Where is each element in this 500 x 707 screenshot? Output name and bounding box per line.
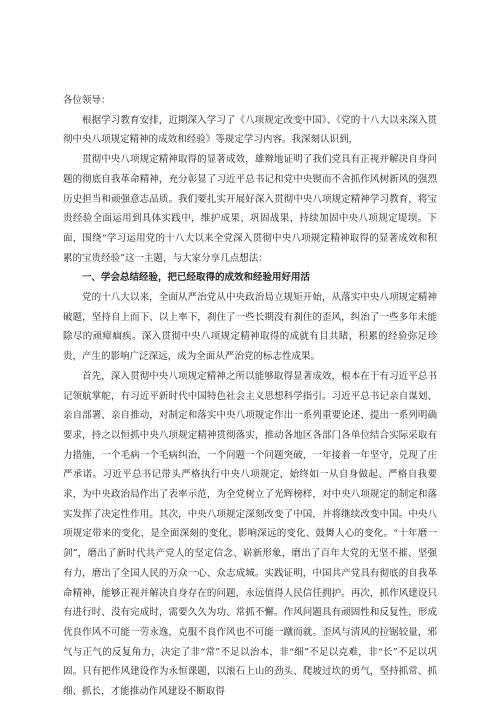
section-1-paragraph-1: 党的十八大以来，全面从严治党从中央政治局立规矩开始，从落实中央八项规定精神破题，坚持自上而下、以上率下，刹住了一些长期没有刹住的歪风，纠治了一些多年未能除尽的顽瘴痼疾。深入贯彻中央八项规定精神取得的成就有目共睹，积累的经验弥足珍贵，产生的影响广泛深远，成为全面从严治党的标志性成果。 — [63, 292, 437, 363]
intro-paragraph-1: 根据学习教育安排，近期深入学习了《八项规定改变中国》、《党的十八大以来深入贯彻中央八项规定精神的成效和经验》等规定学习内容。我深刻认识到， — [63, 114, 437, 146]
section-heading-1: 一、学会总结经验，把已经取得的成效和经验用好用活 — [82, 272, 311, 284]
section-1-paragraph-2: 首先，深入贯彻中央八项规定精神之所以能够取得显著成效，根本在于有习近平总书记领航掌舵，有习近平新时代中国特色社会主义思想科学指引。习近平总书记亲自谋划、亲自部署、亲自推动，对制定和落实中央八项规定作出一系列重要论述、提出一系列明确要求，持之以恒抓中央八项规定精神贯彻落实，推动各地区各部门各单位结合实际采取有力措施，一个毛病一个毛病纠治，一个问题一个问题突破，一年接着一年坚守，兑现了庄严承诺。习近平总书记带头严格执行中央八项规定，始终如一从自身做起、严格自我要求，为中央政治局作出了表率示范，为全党树立了光辉榜样，对中央八项规定的制定和落实发挥了决定性作用。其次，中央八项规定深刻改变了中国，并将继续改变中国。中央八项规定带来的变化，是全面深刻的变化、影响深远的变化、鼓舞人心的变化。“十年磨一剑”，磨出了新时代共产党人的坚定信念、崭新形象，磨出了百年大党的无坚不摧、坚强有力，磨出了全国人民的万众一心、众志成城。实践证明，中国共产党具有彻底的自我革命精神，能够正视并解决自身存在的问题，永远值得人民信任拥护。再次，抓作风建设只有进行时、没有完成时，需要久久为功、常抓不懈。作风问题具有顽固性和反复性，形成优良作风不可能一劳永逸，克服不良作风也不可能一蹴而就。歪风与清风的拉锯较量，邪气与正气的反复角力，决定了非“常”不足以治本，非“细”不足以克难，非“长”不足以巩固。只有把作风建设作为永恒课题，以滚石上山的劲头、爬坡过坎的勇气，坚持抓常、抓细、抓长，才能推动作风建设不断取得 — [63, 370, 437, 698]
salutation: 各位领导： — [63, 95, 111, 106]
intro-paragraph-2: 贯彻中央八项规定精神取得的显著成效，雄辩地证明了我们党具有正视并解决自身问题的彻底自我革命精神，充分彰显了习近平总书记和党中央锲而不舍抓作风树新风的强烈历史担当和顽强意志品质。我们要扎实开展好深入贯彻中央八项规定精神学习教育，将宝贵经验全面运用到具体实践中，维护成果、巩固战果，持续加固中央八项规定堤坝。下面，围绕“学习运用党的十八大以来全党深入贯彻中央八项规定精神取得的显著成效和积累的宝贵经验”这一主题，与大家分享几点想法： — [63, 154, 437, 264]
